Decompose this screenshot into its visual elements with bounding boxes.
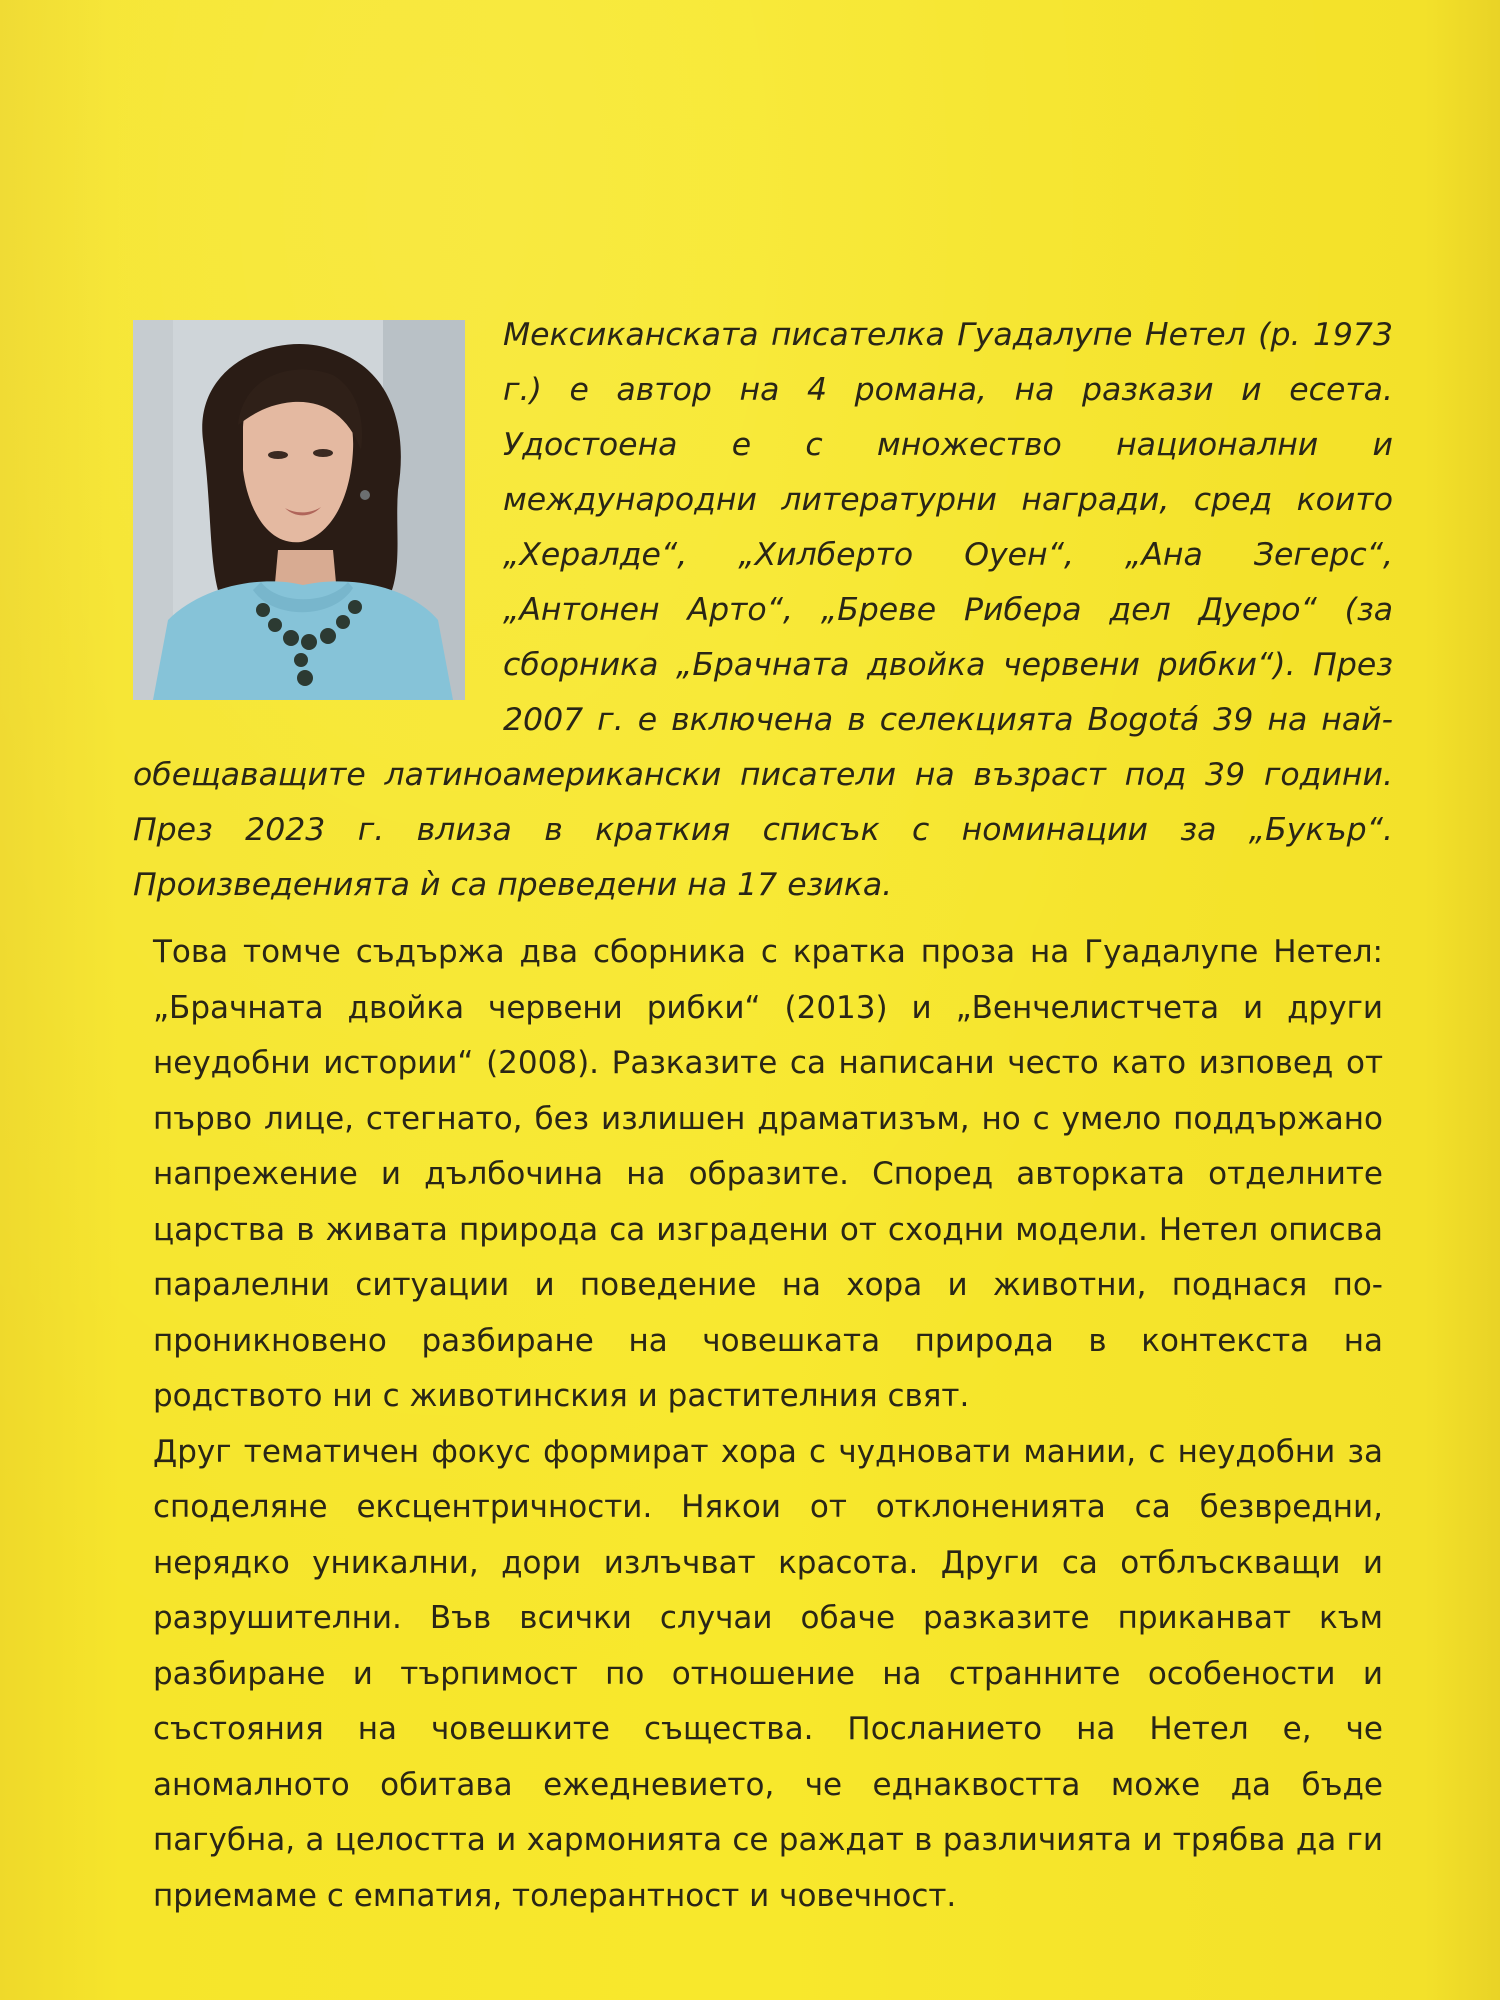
description-paragraph-2: Друг тематичен фокус формират хора с чудновати мании, с неудобни за споделяне ексцентричности. Някои от отклоненията са безвредни, нерядко уникални, дори излъчват красота. Други са отблъскващи и разрушителни. Във всички случаи обаче разказите приканват към разбиране и търпимост по отношение на странните особености и състояния на човешките същества. Посланието на Нетел е, че аномалното обитава ежедневието, че еднаквостта може да бъде пагубна, а целостта и хармонията се раждат в различията и трябва да ги приемаме с емпатия, толерантност и човечност.: [153, 1433, 1383, 1914]
author-bio-text: Мексиканската писателка Гуадалупе Нетел (р. 1973 г.) е автор на 4 романа, на разкази и есета. Удостоена е с множество национални и международни литературни награди, сред които „Хералде“, „Хилберто Оуен“, „Ана Зегерс“, „Антонен Арто“, „Бреве Рибера дел Дуеро“ (за сборника „Брачната двойка червени рибки“). През 2007 г. е включена в селекцията Bogotá 39 на най-обещаващите латиноамерикански писатели на възраст под 39 години. През 2023 г. влиза в краткия списък с номинации за „Букър“. Произведенията ѝ са преведени на 17 езика.: [133, 317, 1393, 903]
description-paragraph-1: Това томче съдържа два сборника с кратка проза на Гуадалупе Нетел: „Брачната двойка червени рибки“ (2013) и „Венчелистчета и други неудобни истории“ (2008). Разказите са написани често като изповед от първо лице, стегнато, без излишен драматизъм, но с умело поддържано напрежение и дълбочина на образите. Според авторката отделните царства в живата природа са изградени от сходни модели. Нетел описва паралелни ситуации и поведение на хора и животни, поднася по-проникновено разбиране на човешката природа в контекста на родството ни с животинския и растителния свят.: [153, 934, 1383, 1414]
book-description-section: [153, 925, 1383, 1924]
author-bio-section: [133, 308, 1393, 913]
author-portrait-image: [133, 320, 465, 700]
author-photo: [133, 320, 465, 700]
